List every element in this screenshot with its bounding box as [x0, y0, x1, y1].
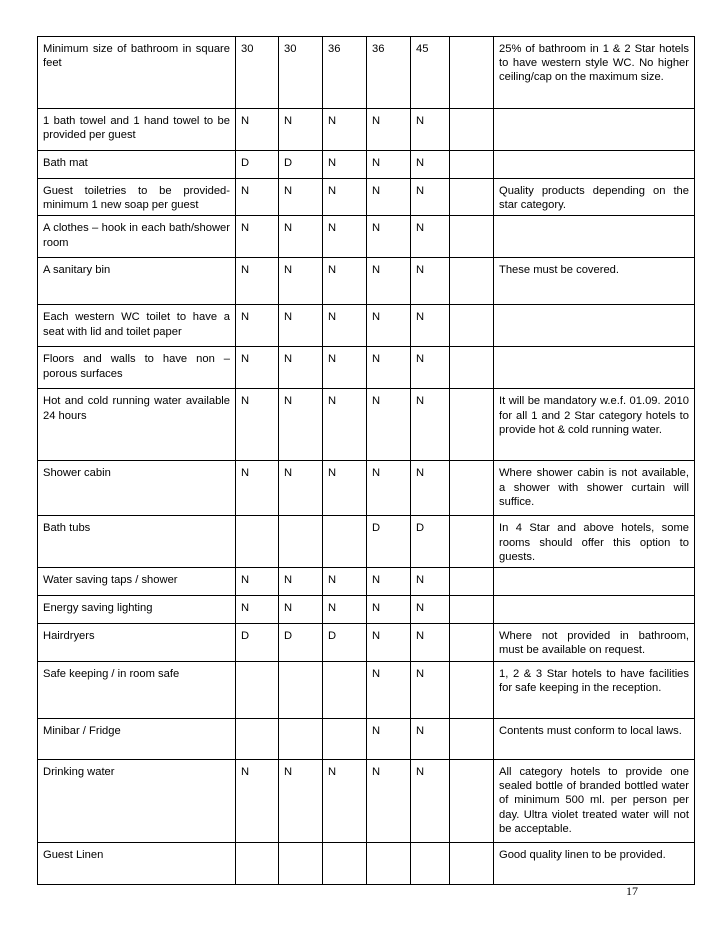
category-1-cell: N	[236, 109, 279, 151]
item-cell: Drinking water	[38, 760, 236, 843]
remarks-cell: In 4 Star and above hotels, some rooms should offer this option to guests.	[494, 516, 695, 568]
table-row	[38, 37, 695, 109]
table-row	[38, 389, 695, 461]
item-cell: Floors and walls to have non – porous surfaces	[38, 347, 236, 389]
table-row	[38, 596, 695, 624]
table-row	[38, 662, 695, 719]
category-2-cell: N	[279, 305, 323, 347]
category-1-cell: N	[236, 258, 279, 305]
category-1-cell: N	[236, 347, 279, 389]
category-4-cell: N	[367, 568, 411, 596]
category-6-cell	[450, 760, 494, 843]
category-5-cell: N	[411, 568, 450, 596]
table-row	[38, 216, 695, 258]
category-5-cell: N	[411, 151, 450, 179]
category-6-cell	[450, 719, 494, 760]
category-6-cell	[450, 843, 494, 885]
page-number: 17	[626, 884, 638, 898]
category-4-cell: N	[367, 760, 411, 843]
item-cell: Minimum size of bathroom in square feet	[38, 37, 236, 109]
category-4-cell: N	[367, 389, 411, 461]
remarks-cell	[494, 216, 695, 258]
category-6-cell	[450, 258, 494, 305]
category-2-cell: N	[279, 258, 323, 305]
remarks-cell: Contents must conform to local laws.	[494, 719, 695, 760]
category-2-cell: N	[279, 760, 323, 843]
remarks-cell	[494, 596, 695, 624]
category-4-cell: N	[367, 662, 411, 719]
table-row	[38, 109, 695, 151]
category-2-cell: D	[279, 151, 323, 179]
category-1-cell: N	[236, 760, 279, 843]
category-6-cell	[450, 389, 494, 461]
category-5-cell: N	[411, 258, 450, 305]
category-6-cell	[450, 216, 494, 258]
item-cell: Safe keeping / in room safe	[38, 662, 236, 719]
category-1-cell	[236, 719, 279, 760]
category-4-cell: N	[367, 151, 411, 179]
category-6-cell	[450, 109, 494, 151]
category-3-cell: N	[323, 389, 367, 461]
category-2-cell: N	[279, 347, 323, 389]
category-2-cell: N	[279, 389, 323, 461]
table-row	[38, 719, 695, 760]
category-6-cell	[450, 151, 494, 179]
category-3-cell: N	[323, 109, 367, 151]
category-3-cell: D	[323, 624, 367, 662]
remarks-cell: These must be covered.	[494, 258, 695, 305]
remarks-cell: Quality products depending on the star category.	[494, 179, 695, 216]
category-3-cell	[323, 719, 367, 760]
remarks-cell: 1, 2 & 3 Star hotels to have facilities for safe keeping in the reception.	[494, 662, 695, 719]
item-cell: Water saving taps / shower	[38, 568, 236, 596]
category-4-cell: N	[367, 347, 411, 389]
category-1-cell: N	[236, 305, 279, 347]
category-1-cell: N	[236, 461, 279, 516]
category-3-cell: N	[323, 305, 367, 347]
category-6-cell	[450, 624, 494, 662]
item-cell: Bath tubs	[38, 516, 236, 568]
category-1-cell	[236, 843, 279, 885]
category-1-cell	[236, 662, 279, 719]
remarks-cell	[494, 568, 695, 596]
table-row	[38, 347, 695, 389]
table-row	[38, 760, 695, 843]
category-1-cell: 30	[236, 37, 279, 109]
category-5-cell: N	[411, 461, 450, 516]
category-3-cell: N	[323, 258, 367, 305]
category-4-cell: N	[367, 719, 411, 760]
category-2-cell: N	[279, 596, 323, 624]
category-1-cell: D	[236, 624, 279, 662]
category-6-cell	[450, 662, 494, 719]
category-4-cell	[367, 843, 411, 885]
category-4-cell: N	[367, 109, 411, 151]
category-2-cell: N	[279, 216, 323, 258]
table-row	[38, 461, 695, 516]
table-row	[38, 151, 695, 179]
category-5-cell: N	[411, 662, 450, 719]
table-row	[38, 179, 695, 216]
category-3-cell: N	[323, 347, 367, 389]
category-4-cell: N	[367, 216, 411, 258]
remarks-cell: All category hotels to provide one sealed bottle of branded bottled water of minimum 500 ml. per person per day. Ultra violet treated water will not be acceptable.	[494, 760, 695, 843]
category-2-cell: N	[279, 461, 323, 516]
table-row	[38, 305, 695, 347]
table-row	[38, 568, 695, 596]
category-4-cell: N	[367, 258, 411, 305]
category-3-cell: N	[323, 216, 367, 258]
category-6-cell	[450, 37, 494, 109]
remarks-cell: Where not provided in bathroom, must be available on request.	[494, 624, 695, 662]
category-4-cell: 36	[367, 37, 411, 109]
category-5-cell: 45	[411, 37, 450, 109]
item-cell: Guest toiletries to be provided- minimum 1 new soap per guest	[38, 179, 236, 216]
category-1-cell: N	[236, 179, 279, 216]
category-5-cell: N	[411, 760, 450, 843]
category-5-cell: N	[411, 596, 450, 624]
remarks-cell	[494, 305, 695, 347]
category-3-cell: 36	[323, 37, 367, 109]
table-row	[38, 624, 695, 662]
category-5-cell: N	[411, 305, 450, 347]
category-3-cell	[323, 516, 367, 568]
category-5-cell: N	[411, 624, 450, 662]
category-4-cell: N	[367, 624, 411, 662]
remarks-cell: Where shower cabin is not available, a shower with shower curtain will suffice.	[494, 461, 695, 516]
item-cell: Minibar / Fridge	[38, 719, 236, 760]
category-2-cell	[279, 843, 323, 885]
category-3-cell: N	[323, 568, 367, 596]
item-cell: Guest Linen	[38, 843, 236, 885]
category-6-cell	[450, 179, 494, 216]
category-5-cell	[411, 843, 450, 885]
category-6-cell	[450, 305, 494, 347]
category-4-cell: N	[367, 596, 411, 624]
category-3-cell	[323, 662, 367, 719]
table-row	[38, 516, 695, 568]
category-6-cell	[450, 596, 494, 624]
category-2-cell	[279, 662, 323, 719]
item-cell: 1 bath towel and 1 hand towel to be provided per guest	[38, 109, 236, 151]
category-2-cell: D	[279, 624, 323, 662]
item-cell: A sanitary bin	[38, 258, 236, 305]
category-4-cell: D	[367, 516, 411, 568]
category-3-cell: N	[323, 760, 367, 843]
item-cell: Bath mat	[38, 151, 236, 179]
category-2-cell	[279, 719, 323, 760]
category-4-cell: N	[367, 179, 411, 216]
category-5-cell: N	[411, 347, 450, 389]
category-2-cell: 30	[279, 37, 323, 109]
category-3-cell: N	[323, 461, 367, 516]
table-row	[38, 258, 695, 305]
category-6-cell	[450, 347, 494, 389]
remarks-cell: Good quality linen to be provided.	[494, 843, 695, 885]
category-1-cell: N	[236, 568, 279, 596]
item-cell: Hairdryers	[38, 624, 236, 662]
category-4-cell: N	[367, 461, 411, 516]
category-5-cell: N	[411, 719, 450, 760]
category-1-cell	[236, 516, 279, 568]
remarks-cell: It will be mandatory w.e.f. 01.09. 2010 for all 1 and 2 Star category hotels to provide hot & cold running water.	[494, 389, 695, 461]
category-2-cell: N	[279, 109, 323, 151]
item-cell: A clothes – hook in each bath/shower room	[38, 216, 236, 258]
remarks-cell	[494, 109, 695, 151]
item-cell: Each western WC toilet to have a seat with lid and toilet paper	[38, 305, 236, 347]
item-cell: Hot and cold running water available 24 hours	[38, 389, 236, 461]
bathroom-standards-table	[37, 36, 695, 885]
category-5-cell: N	[411, 389, 450, 461]
category-6-cell	[450, 461, 494, 516]
item-cell: Shower cabin	[38, 461, 236, 516]
category-1-cell: N	[236, 216, 279, 258]
category-3-cell: N	[323, 596, 367, 624]
table-row	[38, 843, 695, 885]
category-2-cell: N	[279, 179, 323, 216]
category-5-cell: N	[411, 216, 450, 258]
category-3-cell	[323, 843, 367, 885]
category-6-cell	[450, 516, 494, 568]
category-5-cell: N	[411, 109, 450, 151]
remarks-cell	[494, 151, 695, 179]
category-1-cell: N	[236, 596, 279, 624]
remarks-cell	[494, 347, 695, 389]
category-3-cell: N	[323, 151, 367, 179]
remarks-cell: 25% of bathroom in 1 & 2 Star hotels to have western style WC. No higher ceiling/cap on the maximum size.	[494, 37, 695, 109]
category-4-cell: N	[367, 305, 411, 347]
category-1-cell: N	[236, 389, 279, 461]
category-1-cell: D	[236, 151, 279, 179]
category-6-cell	[450, 568, 494, 596]
category-2-cell	[279, 516, 323, 568]
category-5-cell: D	[411, 516, 450, 568]
category-3-cell: N	[323, 179, 367, 216]
category-5-cell: N	[411, 179, 450, 216]
item-cell: Energy saving lighting	[38, 596, 236, 624]
category-2-cell: N	[279, 568, 323, 596]
